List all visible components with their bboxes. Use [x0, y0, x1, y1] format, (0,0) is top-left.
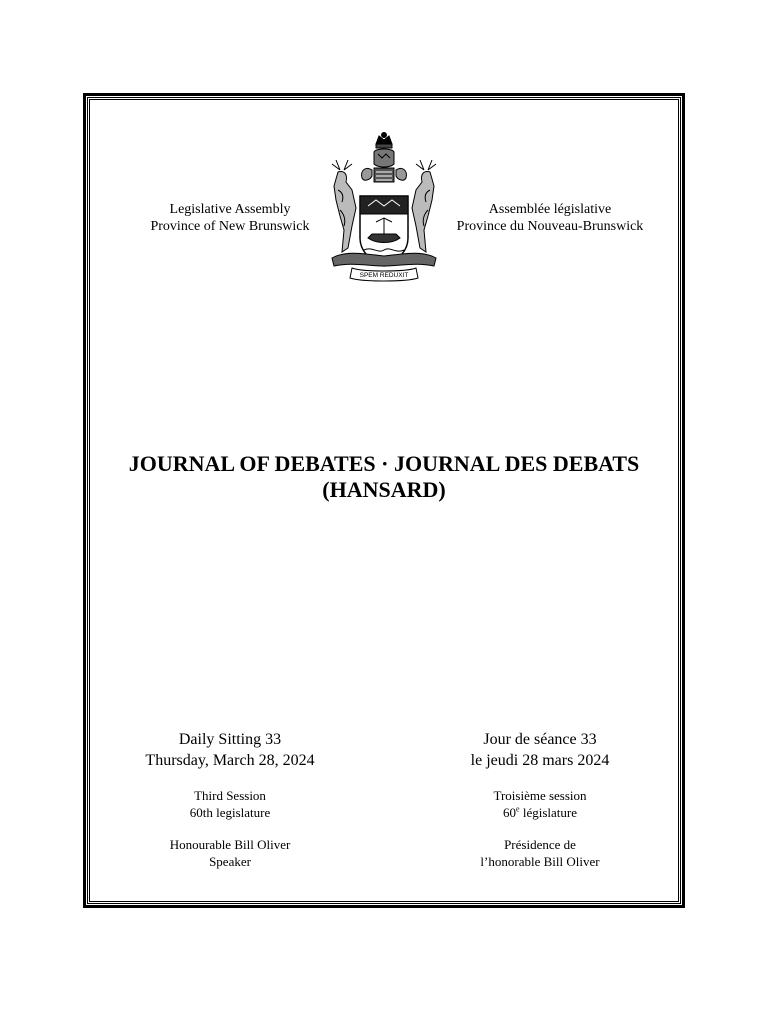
sitting-date-fr: le jeudi 28 mars 2024	[470, 751, 610, 769]
province-name-en: Province of New Brunswick	[150, 218, 310, 234]
speaker-info-en	[120, 837, 340, 871]
speaker-title-fr: Présidence de	[504, 837, 576, 852]
legislature-fr-number: 60	[503, 804, 517, 820]
sitting-date-en: Thursday, March 28, 2024	[145, 751, 315, 769]
session-name-en: Third Session	[194, 788, 266, 803]
title-line-2: (HANSARD)	[322, 476, 446, 502]
coat-of-arms-icon	[326, 130, 442, 282]
title-line-1: JOURNAL OF DEBATES · JOURNAL DES DEBATS	[128, 451, 640, 476]
speaker-name-en: Honourable Bill Oliver	[169, 837, 291, 852]
legislature-fr-word: législature	[519, 804, 577, 820]
sitting-number-en: Daily Sitting 33	[178, 731, 282, 748]
sitting-number-fr: Jour de séance 33	[483, 731, 597, 748]
legislature-fr-ordinal: e	[516, 804, 520, 814]
legislature-fr	[430, 805, 650, 822]
sitting-info-en	[120, 730, 340, 772]
sitting-info-fr	[430, 730, 650, 772]
province-name-fr: Province du Nouveau-Brunswick	[456, 218, 644, 234]
assembly-name-fr: Assemblée législative	[488, 202, 612, 217]
header-english	[120, 202, 340, 236]
session-info-en	[120, 788, 340, 822]
speaker-name-fr: l’honorable Bill Oliver	[480, 853, 600, 869]
speaker-info-fr	[430, 837, 650, 871]
assembly-name-en: Legislative Assembly	[169, 202, 291, 217]
speaker-title-en: Speaker	[209, 853, 251, 869]
document-title	[89, 451, 679, 503]
session-info-fr	[430, 788, 650, 822]
header-french	[440, 202, 660, 236]
legislature-en: 60th legislature	[189, 804, 271, 820]
crest-motto: SPEM REDUXIT	[359, 272, 409, 279]
session-name-fr: Troisième session	[493, 788, 587, 803]
